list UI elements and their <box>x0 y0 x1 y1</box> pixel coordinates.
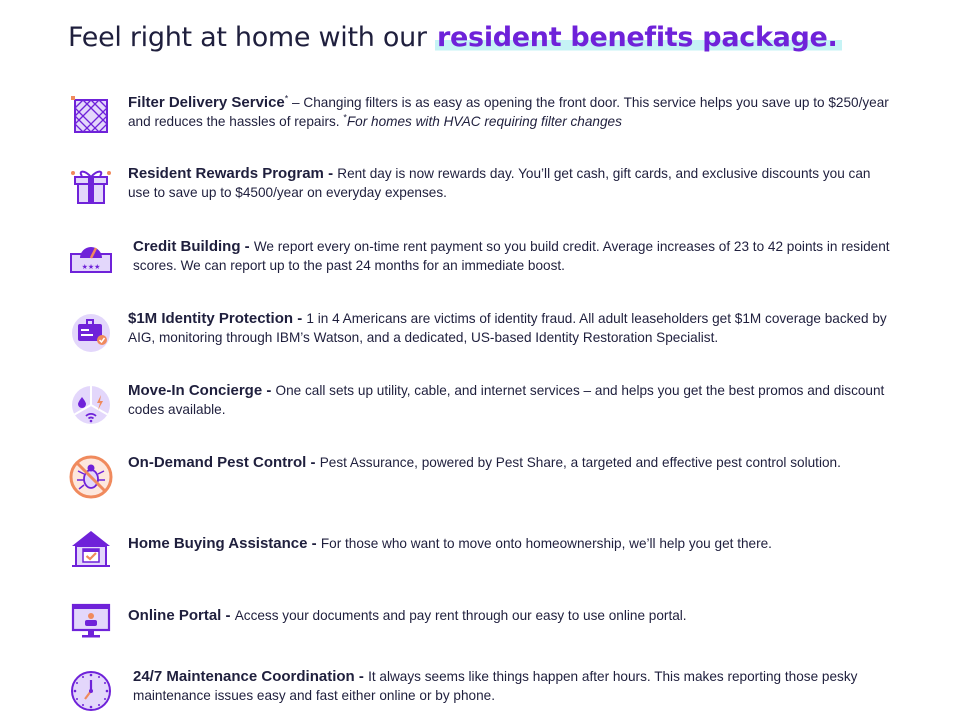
benefit-title: Move-In Concierge <box>128 382 263 399</box>
home-buying-icon <box>66 524 116 574</box>
benefit-description: For those who want to move onto homeownership, we’ll help you get there. <box>320 536 772 551</box>
benefit-resident-rewards <box>66 163 896 213</box>
note-asterisk: * <box>343 111 347 122</box>
benefit-description: Access your documents and pay rent through our easy to use online portal. <box>234 608 687 623</box>
benefit-text <box>128 535 894 554</box>
separator: - <box>240 238 254 255</box>
benefit-title: Home Buying Assistance <box>128 535 308 552</box>
benefit-description: Pest Assurance, powered by Pest Share, a targeted and effective pest control solution. <box>319 455 841 470</box>
benefit-text <box>128 454 894 473</box>
separator: - <box>354 668 369 685</box>
benefit-text <box>133 238 893 275</box>
separator: - <box>306 454 320 471</box>
benefit-description: Rent day is now rewards day. You’ll get cash, gift cards, and exclusive discounts you can use to save up to $4500/year on everyday expenses. <box>128 166 871 200</box>
title-prefix: Feel right at home with our <box>68 22 436 53</box>
benefit-text <box>128 382 894 419</box>
online-portal-icon <box>66 596 116 646</box>
benefit-home-buying <box>66 524 896 574</box>
benefit-title: On-Demand Pest Control <box>128 454 307 471</box>
benefit-credit-building <box>66 236 896 286</box>
separator: - <box>221 607 235 624</box>
benefit-text <box>128 94 894 131</box>
separator: - <box>293 310 307 327</box>
no-pests-icon <box>66 452 116 502</box>
benefit-text <box>128 607 894 626</box>
benefit-description: It always seems like things happen after hours. This makes reporting those pesky maintenance issues easy and fast either online or by phone. <box>133 669 858 703</box>
benefit-text <box>128 310 894 347</box>
utilities-icon <box>66 380 116 430</box>
title-asterisk: * <box>284 93 289 104</box>
benefit-title: $1M Identity Protection <box>128 310 294 327</box>
benefit-filter-delivery <box>66 92 896 142</box>
benefit-maintenance <box>66 666 896 716</box>
clock-icon <box>66 666 116 716</box>
benefit-title: 24/7 Maintenance Coordination <box>133 668 355 685</box>
separator: - <box>323 165 338 182</box>
gift-icon <box>66 163 116 213</box>
page-title <box>68 22 842 53</box>
benefit-description: One call sets up utility, cable, and internet services – and helps you get the best promos and discount codes available. <box>128 383 885 417</box>
benefit-move-in-concierge <box>66 380 896 430</box>
benefit-pest-control <box>66 452 896 502</box>
benefit-title: Filter Delivery Service <box>128 94 285 111</box>
separator: - <box>262 382 276 399</box>
benefit-description: We report every on-time rent payment so you build credit. Average increases of 23 to 42 points in resident scores. We can report up to the past 24 months for an immediate boost. <box>133 239 890 273</box>
separator: - <box>307 535 321 552</box>
benefit-title: Online Portal <box>128 607 222 624</box>
benefit-title: Resident Rewards Program <box>128 165 324 182</box>
benefit-text <box>128 165 894 202</box>
benefit-description: 1 in 4 Americans are victims of identity fraud. All adult leaseholders get $1M coverage backed by AIG, monitoring through IBM’s Watson, and a dedicated, US-based Identity Restoration Specialist. <box>128 311 887 345</box>
benefit-text <box>133 668 893 705</box>
benefit-online-portal <box>66 596 896 646</box>
separator: – <box>288 95 304 110</box>
svg-text:★★★: ★★★ <box>81 263 101 271</box>
identity-card-icon <box>66 308 116 358</box>
credit-gauge-icon <box>66 236 116 286</box>
benefit-identity-protection <box>66 308 896 358</box>
benefit-note: For homes with HVAC requiring filter changes <box>346 113 622 129</box>
title-highlight: resident benefits package. <box>435 22 842 53</box>
benefit-description: Changing filters is as easy as opening the front door. This service helps you save up to $250/year and reduces the hassles of repairs. <box>128 95 889 129</box>
benefit-title: Credit Building <box>133 238 241 255</box>
filter-icon <box>66 92 116 142</box>
